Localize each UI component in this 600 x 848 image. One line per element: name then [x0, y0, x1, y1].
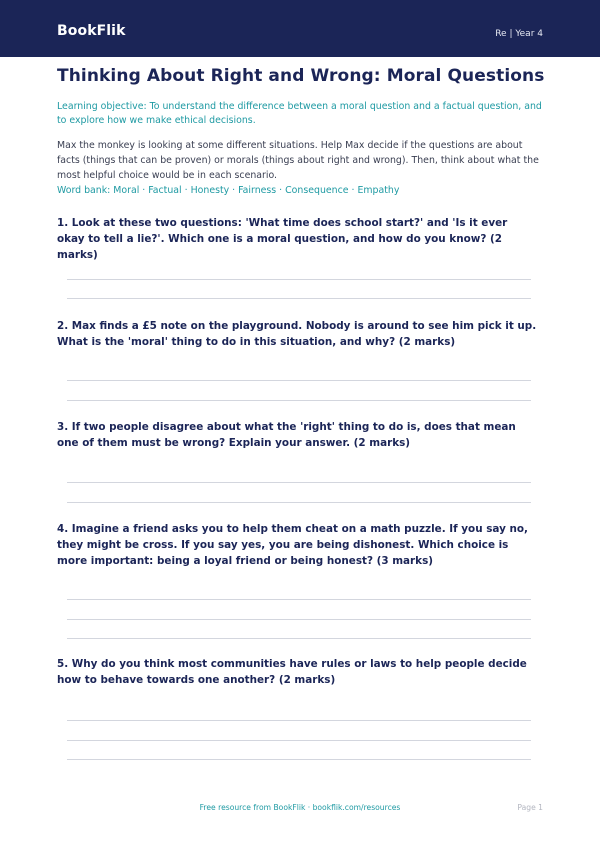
worksheet-title: Thinking About Right and Wrong: Moral Questions [57, 66, 545, 86]
page-number: Page 1 [517, 803, 543, 812]
answer-line[interactable] [67, 740, 531, 741]
answer-line[interactable] [67, 380, 531, 381]
answer-line[interactable] [67, 619, 531, 620]
answer-line[interactable] [67, 279, 531, 280]
answer-line[interactable] [67, 482, 531, 483]
answer-line[interactable] [67, 400, 531, 401]
question-1: 1. Look at these two questions: 'What time does school start?' and 'Is it ever okay to tell a lie?'. Which one is a moral question, and how do you know? (2 marks) [57, 217, 508, 261]
answer-line[interactable] [67, 720, 531, 721]
answer-line[interactable] [67, 759, 531, 760]
question-3: 3. If two people disagree about what the 'right' thing to do is, does that mean one of them must be wrong? Explain your answer. (2 marks) [57, 421, 516, 449]
brand-logo-text: BookFlik [57, 23, 126, 39]
learning-objective: Learning objective: To understand the difference between a moral question and a factual question, and to explore how we make ethical decisions. [57, 101, 542, 126]
subject-year-label: Re | Year 4 [495, 29, 543, 39]
intro-text: Max the monkey is looking at some different situations. Help Max decide if the questions are about facts (things that can be proven) or morals (things about right and wrong). Then, think about what the most helpful choice would be in each scenario. [57, 140, 539, 181]
answer-line[interactable] [67, 502, 531, 503]
page-header [0, 0, 600, 57]
question-5: 5. Why do you think most communities have rules or laws to help people decide how to behave towards one another? (2 marks) [57, 658, 527, 686]
answer-line[interactable] [67, 638, 531, 639]
word-bank: Word bank: Moral · Factual · Honesty · Fairness · Consequence · Empathy [57, 185, 400, 196]
question-4: 4. Imagine a friend asks you to help them cheat on a math puzzle. If you say no, they might be cross. If you say yes, you are being dishonest. Which choice is more important: being a loyal friend or being honest? (3 marks) [57, 523, 528, 567]
footer-text: Free resource from BookFlik · bookflik.com/resources [199, 803, 401, 812]
answer-line[interactable] [67, 298, 531, 299]
answer-line[interactable] [67, 599, 531, 600]
question-2: 2. Max finds a £5 note on the playground. Nobody is around to see him pick it up. What is the 'moral' thing to do in this situation, and why? (2 marks) [57, 320, 537, 348]
